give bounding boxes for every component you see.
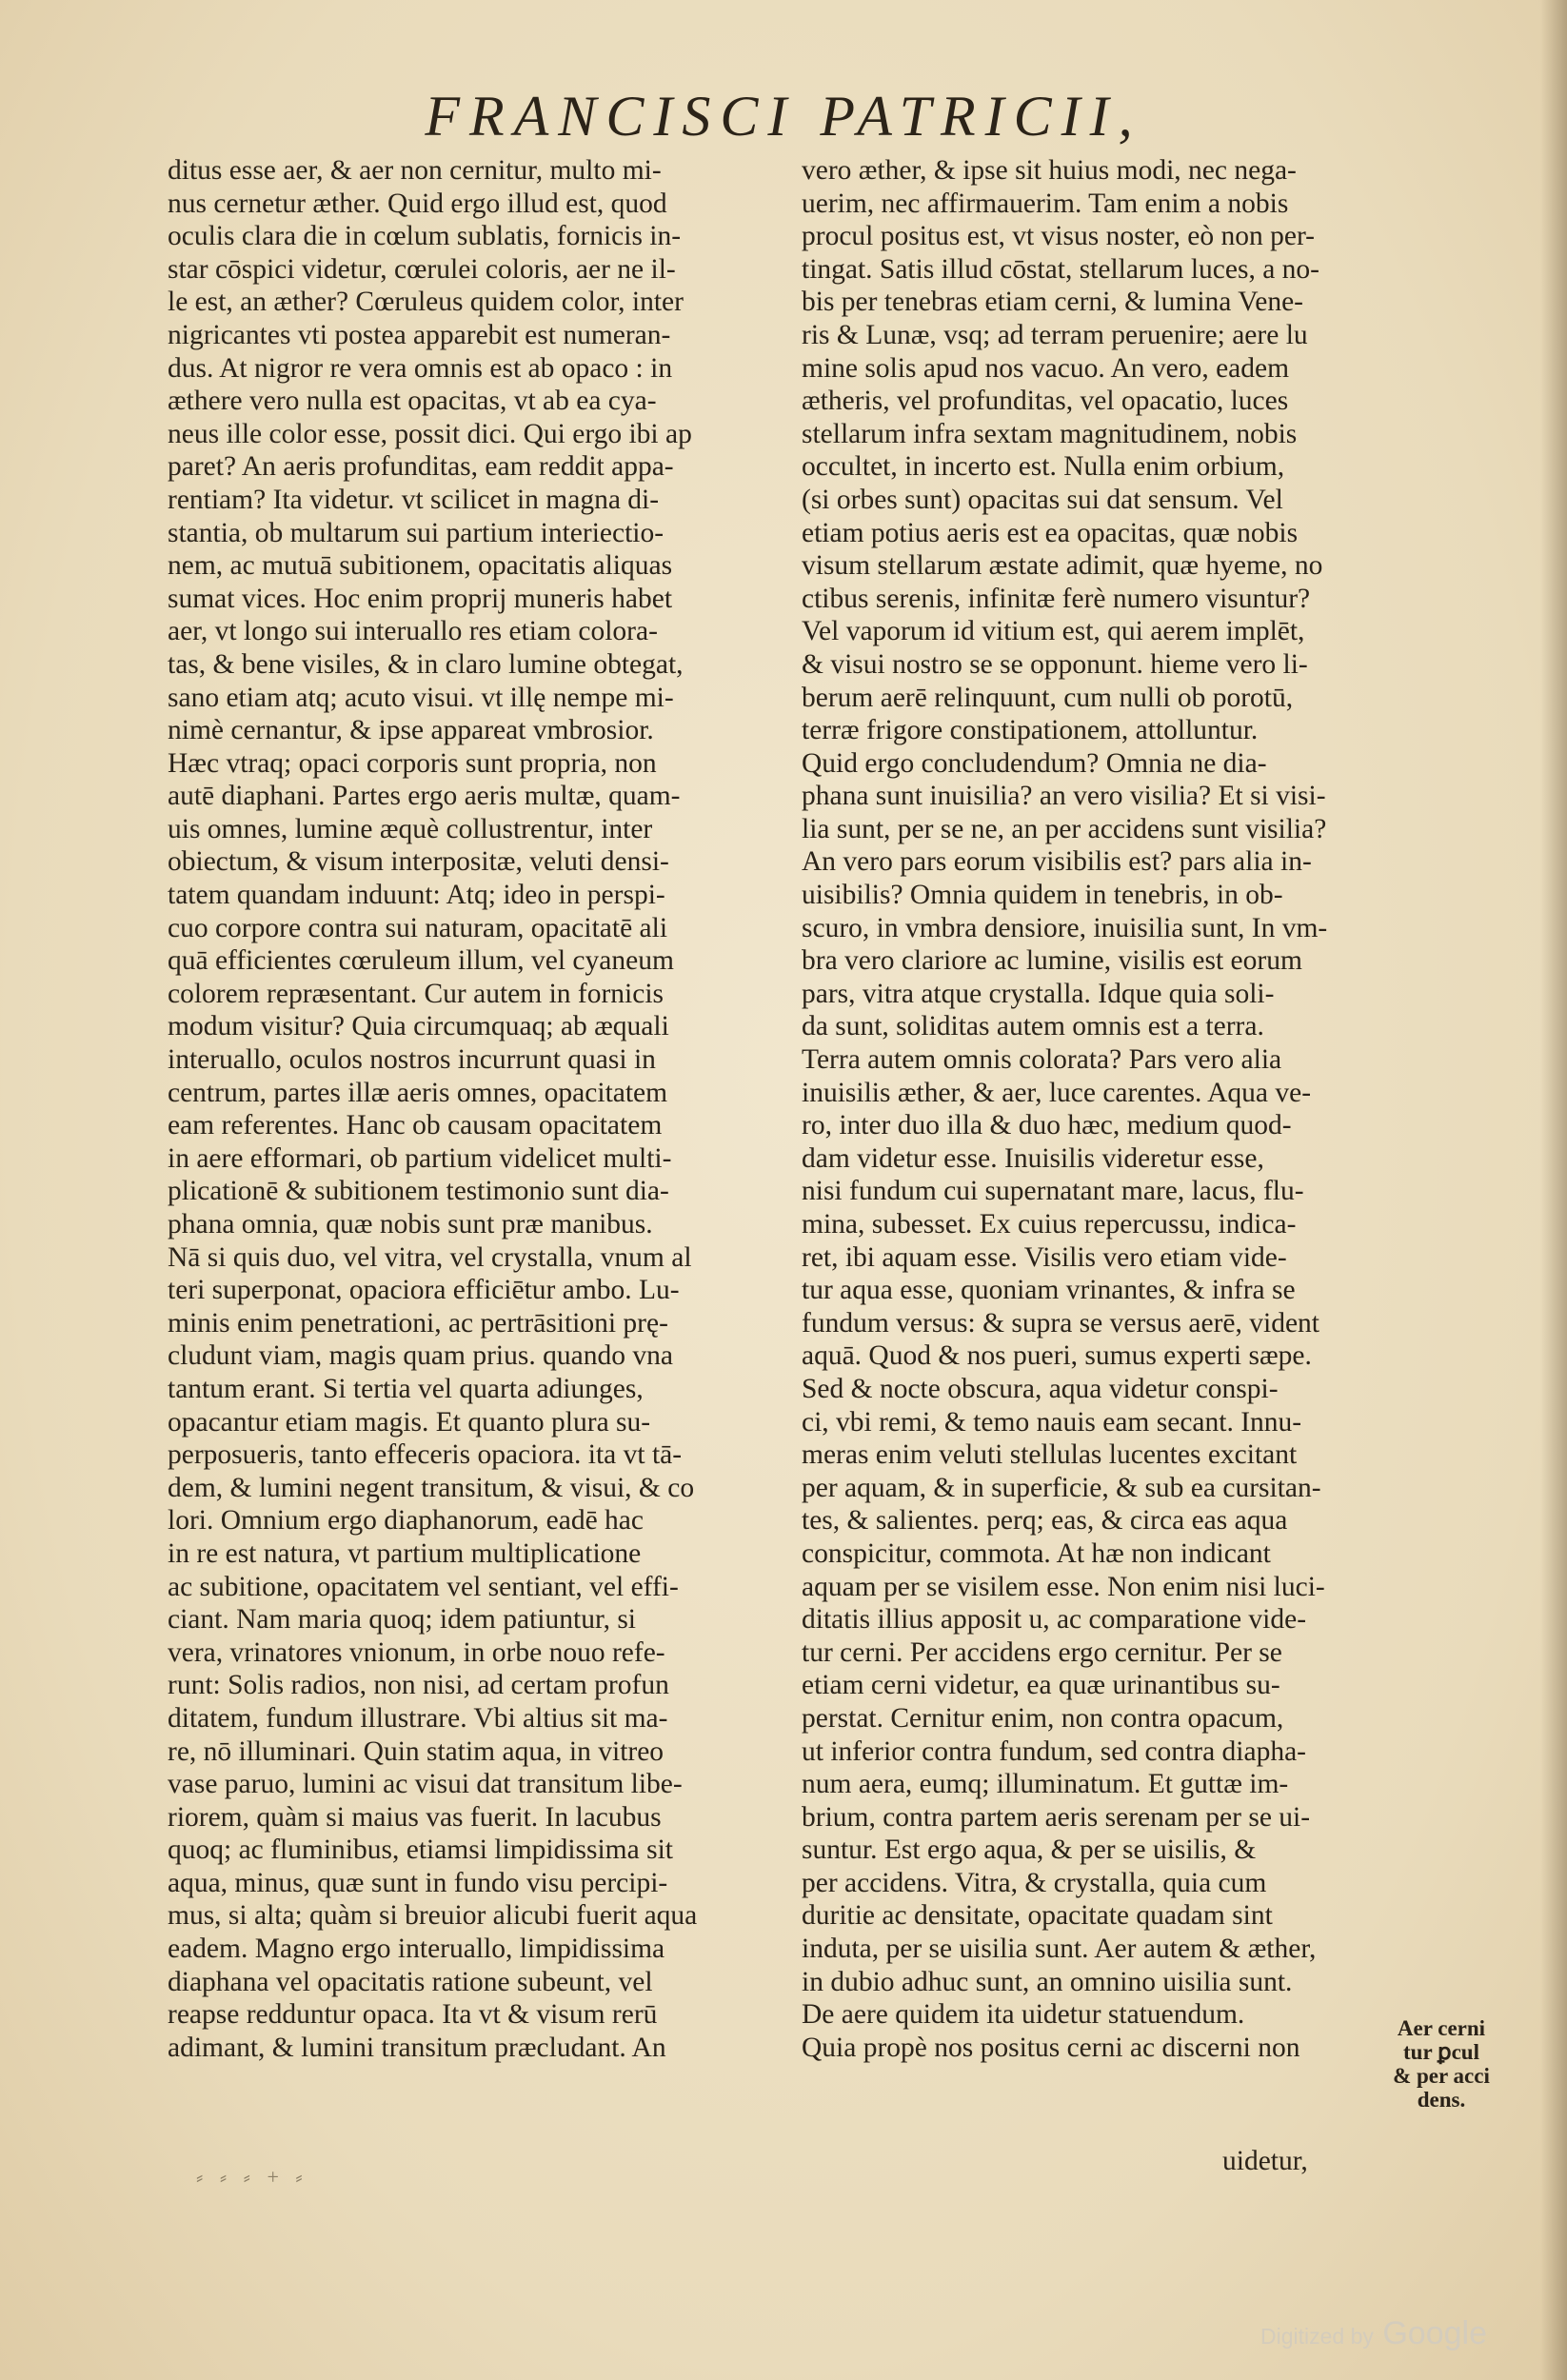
text-line: stellarum infra sextam magnitudinem, nobis	[802, 418, 1298, 449]
text-line: occultet, in incerto est. Nulla enim orbium,	[802, 451, 1285, 483]
text-line: conspicitur, commota. At hæ non indicant	[802, 1537, 1271, 1569]
text-line: in dubio adhuc sunt, an omnino uisilia sunt.	[802, 1966, 1293, 1997]
text-line: lia sunt, per se ne, an per accidens sunt visilia?	[802, 813, 1327, 844]
text-line: scuro, in vmbra densiore, inuisilia sunt, In vm-	[802, 912, 1328, 943]
text-line: mus, si alta; quàm si breuior alicubi fuerit aqua	[168, 1900, 698, 1932]
text-line: Quid ergo concludendum? Omnia ne dia-	[802, 747, 1267, 779]
text-line: procul positus est, vt visus noster, eò non per-	[802, 221, 1315, 252]
digitized-watermark	[1260, 2315, 1487, 2352]
text-line: ro, inter duo illa & duo hæc, medium quod-	[802, 1110, 1292, 1141]
text-line: (si orbes sunt) opacitas sui dat sensum. Vel	[802, 484, 1283, 515]
text-line: dam videtur esse. Inuisilis videretur esse,	[802, 1142, 1264, 1174]
text-line: le est, an æther? Cœruleus quidem color, inter	[168, 287, 684, 318]
watermark-brand: Google	[1382, 2315, 1487, 2351]
text-line: aer, vt longo sui interuallo res etiam colora-	[168, 616, 658, 647]
text-line: in aere efformari, ob partium videlicet multi-	[168, 1142, 672, 1174]
text-line: uisibilis? Omnia quidem in tenebris, in ob-	[802, 880, 1283, 911]
text-line: sano etiam atq; acuto visui. vt illę nempe mi-	[168, 682, 674, 713]
page-gutter-shadow	[1540, 0, 1567, 2380]
text-line: minis enim penetrationi, ac pertrāsitioni prę-	[168, 1307, 668, 1339]
text-line: ut inferior contra fundum, sed contra diapha-	[802, 1735, 1306, 1767]
text-line: colorem repræsentant. Cur autem in fornicis	[168, 978, 664, 1009]
text-line: stantia, ob multarum sui partium interiectio-	[168, 517, 664, 548]
text-line: dus. At nigror re vera omnis est ab opaco : in	[168, 352, 673, 384]
text-line: rentiam? Ita videtur. vt scilicet in magna di-	[168, 484, 660, 515]
text-line: duritie ac densitate, opacitate quadam sint	[802, 1900, 1273, 1932]
text-line: tantum erant. Si tertia vel quarta adiunges,	[168, 1373, 644, 1404]
text-line: ditus esse aer, & aer non cernitur, multo mi-	[168, 155, 662, 186]
text-line: vera, vrinatores vnionum, in orbe nouo refe-	[168, 1636, 665, 1668]
text-line: æthere vero nulla est opacitas, vt ab ea cya-	[168, 386, 657, 417]
text-line: uis omnes, lumine æquè collustrentur, inter	[168, 813, 653, 844]
running-head: FRANCISCI PATRICII,	[425, 85, 1142, 148]
text-line: ætheris, vel profunditas, vel opacatio, luces	[802, 386, 1289, 417]
text-line: in re est natura, vt partium multiplicatione	[168, 1537, 642, 1569]
text-line: tingat. Satis illud cōstat, stellarum luces, a no-	[802, 253, 1320, 285]
marginal-note	[1384, 2016, 1498, 2112]
text-line: quoq; ac fluminibus, etiamsi limpidissima sit	[168, 1835, 673, 1866]
text-line: dem, & lumini negent transitum, & visui, & co	[168, 1472, 695, 1503]
catchword: uidetur,	[1222, 2146, 1308, 2176]
text-line: Hæc vtraq; opaci corporis sunt propria, non	[168, 747, 657, 779]
text-line: ac subitione, opacitatem vel sentiant, vel effi-	[168, 1571, 679, 1602]
text-line: quā efficientes cœruleum illum, vel cyaneum	[168, 945, 674, 977]
text-line: ret, ibi aquam esse. Visilis vero etiam vide-	[802, 1241, 1287, 1273]
text-line: eadem. Magno ergo interuallo, limpidissima	[168, 1934, 665, 1965]
text-line: eam referentes. Hanc ob causam opacitatem	[168, 1110, 663, 1141]
text-line: etiam cerni videtur, ea quæ urinantibus su-	[802, 1670, 1280, 1701]
text-line: aquā. Quod & nos pueri, sumus experti sæpe.	[802, 1340, 1312, 1372]
text-line: aquam per se visilem esse. Non enim nisi luci-	[802, 1571, 1325, 1602]
text-line: tes, & salientes. perq; eas, & circa eas aqua	[802, 1505, 1288, 1537]
text-line: bra vero clariore ac lumine, visilis est eorum	[802, 945, 1302, 977]
text-line: terræ frigore constipationem, attolluntur.	[802, 715, 1259, 746]
text-line: perposueris, tanto effeceris opaciora. ita vt tā-	[168, 1439, 683, 1471]
text-line: etiam potius aeris est ea opacitas, quæ nobis	[802, 517, 1299, 548]
text-line: An vero pars eorum visibilis est? pars alia in-	[802, 846, 1312, 878]
text-line: star cōspici videtur, cœrulei coloris, aer ne il-	[168, 253, 676, 285]
text-line: plicationē & subitionem testimonio sunt dia-	[168, 1176, 669, 1207]
footer-marks: ⸗ ⸗ ⸗ + ⸗	[196, 2165, 308, 2189]
marginal-note-line: Aer cerni	[1397, 2016, 1486, 2040]
text-line: neus ille color esse, possit dici. Qui ergo ibi ap	[168, 418, 692, 449]
marginal-note-line: & per acci	[1393, 2064, 1490, 2088]
text-line: ditatem, fundum illustrare. Vbi altius sit ma-	[168, 1702, 668, 1734]
text-line: reapse redduntur opaca. Ita vt & visum rerū	[168, 1999, 658, 2031]
text-line: paret? An aeris profunditas, eam reddit appa-	[168, 451, 674, 483]
text-line: num aera, eumq; illuminatum. Et guttæ im-	[802, 1769, 1289, 1800]
text-line: suntur. Est ergo aqua, & per se uisilis, &	[802, 1835, 1257, 1866]
text-line: brium, contra partem aeris serenam per se ui-	[802, 1801, 1311, 1833]
text-line: ditatis illius apposit u, ac comparatione vide-	[802, 1604, 1307, 1636]
text-line: Sed & nocte obscura, aqua videtur conspi-	[802, 1373, 1279, 1404]
text-line: inuisilis æther, & aer, luce carentes. Aqua ve-	[802, 1077, 1312, 1108]
text-line: induta, per se uisilia sunt. Aer autem & æther,	[802, 1934, 1317, 1965]
text-line: per accidens. Vitra, & crystalla, quia cum	[802, 1867, 1267, 1898]
text-line: phana sunt inuisilia? an vero visilia? Et si visi-	[802, 781, 1326, 812]
text-line: berum aerē relinquunt, cum nulli ob porotū,	[802, 682, 1294, 713]
text-line: tur cerni. Per accidens ergo cernitur. Per se	[802, 1636, 1282, 1668]
marginal-note-line: tur ꝑcul	[1403, 2040, 1479, 2064]
right-text-column	[802, 154, 1379, 2064]
text-line: aqua, minus, quæ sunt in fundo visu percipi-	[168, 1867, 668, 1898]
text-line: centrum, partes illæ aeris omnes, opacitatem	[168, 1077, 668, 1108]
text-line: & visui nostro se se opponunt. hieme vero li-	[802, 648, 1308, 680]
text-line: da sunt, soliditas autem omnis est a terra.	[802, 1011, 1264, 1042]
text-line: uerim, nec affirmauerim. Tam enim a nobis	[802, 188, 1289, 219]
text-line: visum stellarum æstate adimit, quæ hyeme, no	[802, 550, 1323, 582]
text-line: adimant, & lumini transitum præcludant. An	[168, 2032, 666, 2063]
text-line: cludunt viam, magis quam prius. quando vna	[168, 1340, 673, 1372]
text-line: tas, & bene visiles, & in claro lumine obtegat,	[168, 648, 684, 680]
text-line: diaphana vel opacitatis ratione subeunt, vel	[168, 1966, 653, 1997]
text-line: ctibus serenis, infinitæ ferè numero visuntur?	[802, 583, 1311, 614]
text-line: Quia propè nos positus cerni ac discerni non	[802, 2032, 1300, 2063]
text-line: cuo corpore contra sui naturam, opacitatē ali	[168, 912, 668, 943]
text-line: phana omnia, quæ nobis sunt præ manibus.	[168, 1209, 653, 1240]
text-line: autē diaphani. Partes ergo aeris multæ, quam-	[168, 781, 681, 812]
text-line: bis per tenebras etiam cerni, & lumina Vene-	[802, 287, 1303, 318]
text-line: ris & Lunæ, vsq; ad terram peruenire; aere lu	[802, 319, 1308, 350]
text-line: re, nō illuminari. Quin statim aqua, in vitreo	[168, 1735, 664, 1767]
text-line: fundum versus: & supra se versus aerē, vident	[802, 1307, 1319, 1339]
text-line: modum visitur? Quia circumquaq; ab æquali	[168, 1011, 669, 1042]
text-line: sumat vices. Hoc enim proprij muneris habet	[168, 583, 673, 614]
text-line: mine solis apud nos vacuo. An vero, eadem	[802, 352, 1290, 384]
text-line: vero æther, & ipse sit huius modi, nec nega-	[802, 155, 1297, 186]
text-line: riorem, quàm si maius vas fuerit. In lacubus	[168, 1801, 662, 1833]
text-line: meras enim veluti stellulas lucentes excitant	[802, 1439, 1298, 1471]
text-line: oculis clara die in cœlum sublatis, fornicis in-	[168, 221, 682, 252]
text-line: obiectum, & visum interpositæ, veluti densi-	[168, 846, 669, 878]
text-line: Terra autem omnis colorata? Pars vero alia	[802, 1044, 1282, 1076]
text-line: runt: Solis radios, non nisi, ad certam profun	[168, 1670, 669, 1701]
text-line: tatem quandam induunt: Atq; ideo in perspi-	[168, 880, 665, 911]
text-line: ciant. Nam maria quoq; idem patiuntur, si	[168, 1604, 637, 1636]
text-line: nus cernetur æther. Quid ergo illud est, quod	[168, 188, 667, 219]
text-line: nem, ac mutuā subitionem, opacitatis aliquas	[168, 550, 673, 582]
text-line: vase paruo, lumini ac visui dat transitum libe-	[168, 1769, 683, 1800]
text-line: Nā si quis duo, vel vitra, vel crystalla, vnum al	[168, 1241, 692, 1273]
text-line: nimè cernantur, & ipse appareat vmbrosior.	[168, 715, 654, 746]
text-line: mina, subesset. Ex cuius repercussu, indica-	[802, 1209, 1297, 1240]
text-line: perstat. Cernitur enim, non contra opacum,	[802, 1702, 1284, 1734]
text-line: lori. Omnium ergo diaphanorum, eadē hac	[168, 1505, 644, 1537]
marginal-note-line: dens.	[1417, 2088, 1466, 2112]
text-line: pars, vitra atque crystalla. Idque quia soli-	[802, 978, 1275, 1009]
text-line: per aquam, & in superficie, & sub ea cursitan-	[802, 1472, 1321, 1503]
left-text-column	[168, 154, 775, 2064]
text-line: nisi fundum cui supernatant mare, lacus, flu-	[802, 1176, 1304, 1207]
text-line: interuallo, oculos nostros incurrunt quasi in	[168, 1044, 656, 1076]
text-line: ci, vbi remi, & temo nauis eam secant. Innu-	[802, 1406, 1302, 1438]
text-line: Vel vaporum id vitium est, qui aerem implēt,	[802, 616, 1305, 647]
text-line: nigricantes vti postea apparebit est numeran-	[168, 319, 671, 350]
text-line: De aere quidem ita uidetur statuendum.	[802, 1999, 1245, 2031]
text-line: teri superponat, opaciora efficiētur ambo. Lu-	[168, 1275, 680, 1306]
watermark-prefix: Digitized by	[1260, 2324, 1374, 2349]
text-line: opacantur etiam magis. Et quanto plura su-	[168, 1406, 651, 1438]
text-line: tur aqua esse, quoniam vrinantes, & infra se	[802, 1275, 1296, 1306]
